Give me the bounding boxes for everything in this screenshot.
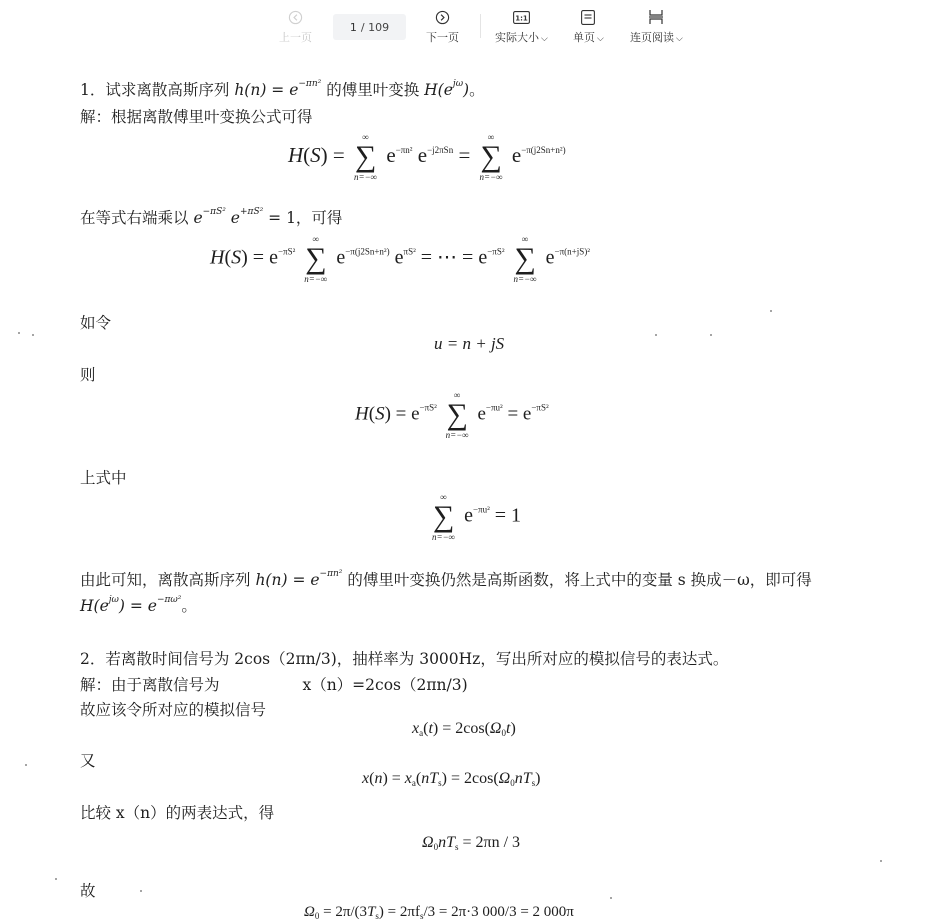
eq-omega-n-text: = 2πn / 3 [462, 834, 521, 851]
single-page-icon [581, 8, 595, 26]
compare-text: 比较 x（n）的两表达式，得 [80, 804, 275, 822]
eq-omega0-a: = 2π/(3 [323, 904, 368, 920]
sum-equals-one: = 1 [494, 504, 522, 527]
reader-toolbar [0, 0, 946, 52]
conclusion-line-1 [80, 568, 812, 590]
page-number-input[interactable] [333, 14, 406, 40]
document-page [0, 52, 946, 924]
equation-expanded-sum: $H(S) = e^{-\pi S^2}$ ∞ ∑ n=−∞ $e^{-\pi(j2Sn+n^2)}$ $e^{\pi S^2}$ = ⋯ = $e^{-\pi S^2}$ ∞ ∑ n=−∞ $e^{-\pi(n+jS)^2}$ [210, 234, 590, 284]
question-1 [80, 78, 485, 100]
eq-omega0-b: ) = 2πf [378, 904, 420, 920]
dropdown-caret-icon: ⌵ [541, 34, 548, 44]
conclusion-line-2 [80, 594, 197, 616]
equation-h-gaussian: $H(S) = e^{-\pi S^2}$ ∞ ∑ n=−∞ $e^{-\pi u^2} = e^{-\pi S^2}$ [355, 390, 549, 440]
sol2-text: 解：由于离散信号为 [80, 676, 220, 694]
conclusion-result-formula: $H(e^{j\omega}) = e^{-\pi\omega^2}$ [80, 595, 182, 615]
chevron-right-circle-icon [435, 8, 450, 26]
above-text: 上式中 [80, 469, 127, 487]
scan-speck [710, 334, 712, 336]
equation-xa: $x_a(t) = 2\cos(\Omega_0t)$ [412, 720, 516, 738]
multiply-formula: $e^{-\pi S^2}$ $e^{+\pi S^2}$ [193, 207, 264, 227]
prev-page-label: 上一页 [279, 31, 312, 44]
chevron-left-circle-icon [288, 8, 303, 26]
then-text: 则 [80, 366, 96, 384]
next-page-button[interactable] [426, 8, 459, 45]
solution-2-intro [80, 673, 468, 695]
equation-omega-n: $\Omega_0nT_s = 2\pi n / 3$ [422, 834, 521, 852]
next-page-label: 下一页 [426, 31, 459, 44]
page-total: / 109 [360, 20, 390, 34]
prev-page-button[interactable] [279, 8, 312, 45]
therefore-text: 故 [80, 882, 96, 900]
multiply-text: 在等式右端乘以 [80, 209, 189, 227]
dropdown-caret-icon: ⌵ [676, 34, 683, 44]
sol2-equation: x（n）=2cos（2πn/3) [302, 676, 468, 694]
equation-omega-0: $\Omega_0 = 2\pi/(3T_s) = 2\pi f_s/3 = 2\pi\cdot 3$ 000/3 = 2 000π [304, 904, 574, 921]
eq-x-text: = 2cos( [450, 770, 499, 787]
continuous-reading-button[interactable] [630, 8, 683, 45]
scan-speck [32, 334, 34, 336]
svg-text:1:1: 1:1 [515, 13, 528, 22]
single-page-label: 单页 [573, 31, 595, 44]
scan-speck [18, 332, 20, 334]
q1-formula: $h(n) = e^{-\pi n^2}$ [234, 79, 322, 99]
multiply-text-b: = 1，可得 [268, 209, 343, 227]
equation-x-n: $x(n) = x_a(nT_s) = 2\cos(\Omega_0nT_s)$ [362, 770, 541, 788]
actual-size-button[interactable] [495, 8, 548, 45]
toolbar-divider [480, 14, 481, 38]
dropdown-caret-icon: ⌵ [597, 34, 604, 44]
q1-text: 1．试求离散高斯序列 [80, 81, 230, 99]
conclusion-text-b: 的傅里叶变换仍然是高斯函数，将上式中的变量 s 换成－ω，即可得 [347, 571, 812, 589]
equation-sum-one: ∞ ∑ n=−∞ $e^{-\pi u^2} = 1$ [432, 492, 522, 542]
conclusion-text-c: 。 [181, 597, 197, 615]
conclusion-text: 由此可知，离散高斯序列 [80, 571, 251, 589]
scan-speck [140, 890, 142, 892]
continuous-reading-icon [648, 8, 664, 26]
q1-h-formula: $H(e^{j\omega})$ [424, 79, 470, 99]
scan-speck [770, 310, 772, 312]
question-2: 2．若离散时间信号为 2cos（2πn/3)，抽样率为 3000Hz，写出所对应的模拟信号的表达式。 [80, 650, 729, 668]
eq-omega0-c: /3 = 2π·3 000/3 = 2 000π [423, 904, 574, 920]
single-page-button[interactable] [573, 8, 604, 45]
scan-speck [655, 334, 657, 336]
multiply-line [80, 206, 342, 228]
also-text: 又 [80, 752, 96, 770]
let-text: 如令 [80, 314, 112, 332]
eq-xa-text: = 2cos( [442, 720, 490, 737]
scan-speck [55, 878, 57, 880]
solution-1-intro: 解：根据离散傅里叶变换公式可得 [80, 108, 313, 126]
scan-speck [880, 860, 882, 862]
scan-speck [610, 897, 612, 899]
conclusion-formula: $h(n) = e^{-\pi n^2}$ [255, 569, 343, 589]
equation-fourier-sum: H(S) = ∞ ∑ n=−∞ $e^{-\pi n^2}$ $e^{-j2\pi Sn}$ = ∞ ∑ n=−∞ $e^{-\pi(j2Sn+n^2)}$ [288, 132, 566, 182]
solution-2-line-2: 故应该令所对应的模拟信号 [80, 701, 267, 719]
continuous-reading-label: 连页阅读 [630, 31, 674, 44]
scan-speck [25, 764, 27, 766]
page-current: 1 [349, 20, 357, 34]
actual-size-icon [513, 8, 530, 26]
q1-text-c: 。 [469, 81, 485, 99]
actual-size-label: 实际大小 [495, 31, 539, 44]
q1-text-b: 的傅里叶变换 [326, 81, 420, 99]
equation-u: u = n + jS [434, 334, 505, 353]
